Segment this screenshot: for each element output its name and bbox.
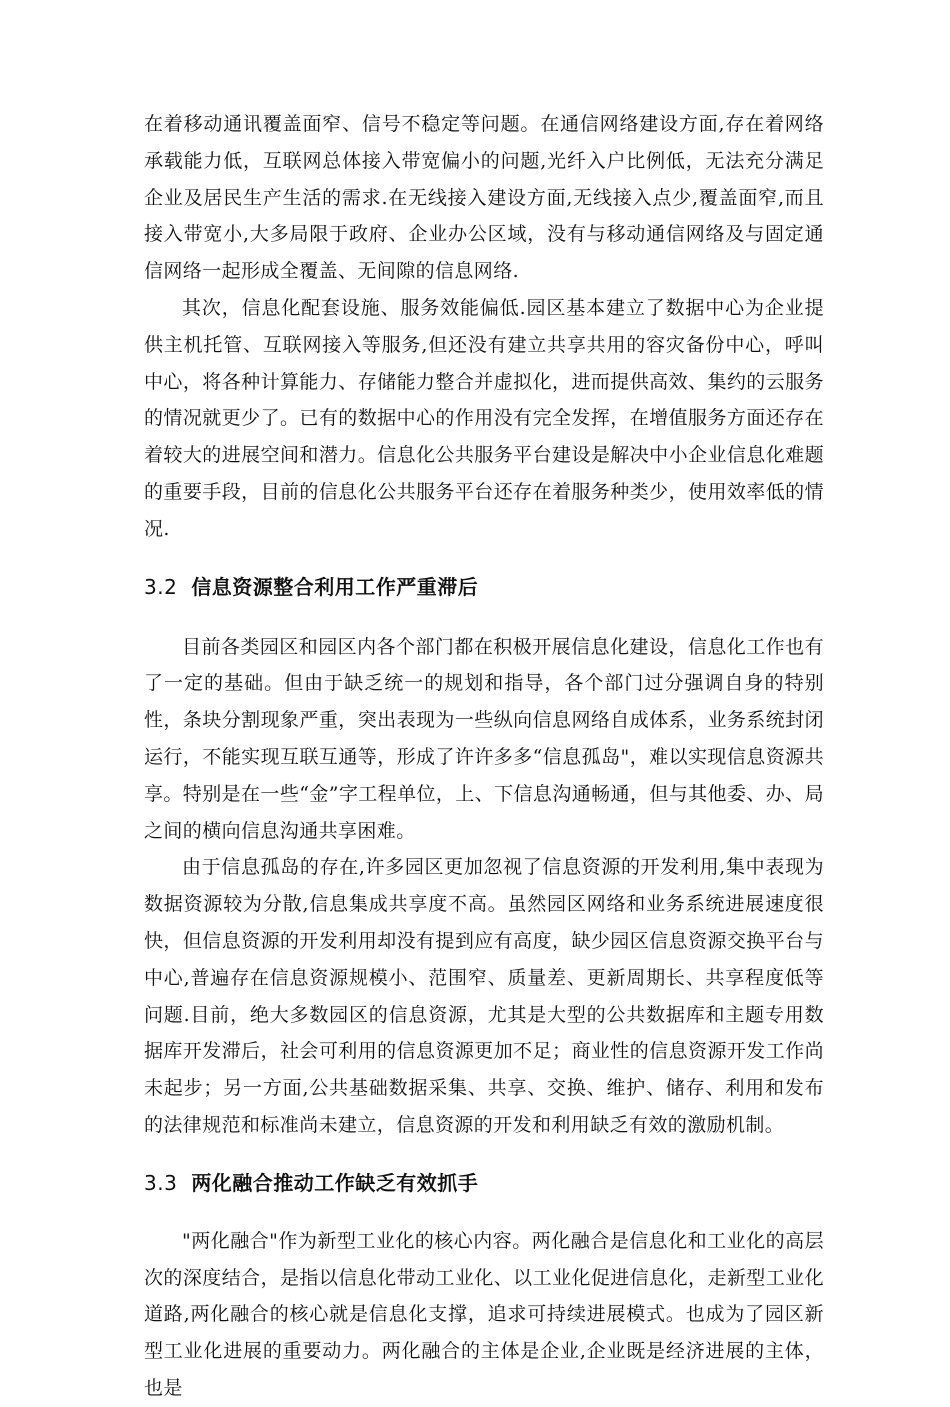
paragraph-information-islands: 目前各类园区和园区内各个部门都在积极开展信息化建设，信息化工作也有了一定的基础。但由于缺乏统一的规划和指导，各个部门过分强调自身的特别性，条块分割现象严重，突出表现为一些纵向信息网络自成体系，业务系统封闭运行，不能实现互联互通等，形成了许许多多“信息孤岛"，难以实现信息资源共享。特别是在一些“金”字工程单位，上、下信息沟通畅通，但与其他委、办、局之间的横向信息沟通共享困难。 [144, 635, 824, 842]
paragraph-infrastructure-services: 其次，信息化配套设施、服务效能偏低.园区基本建立了数据中心为企业提供主机托管、互联网接入等服务,但还没有建立共享共用的容灾备份中心，呼叫中心，将各种计算能力、存储能力整合并虚拟化，进而提供高效、集约的云服务的情况就更少了。已有的数据中心的作用没有完全发挥，在增值服务方面还存在着较大的进展空间和潜力。信息化公共服务平台建设是解决中小企业信息化难题的重要手段，目前的信息化公共服务平台还存在着服务种类少，使用效率低的情况. [144, 296, 824, 540]
section-title: 信息资源整合利用工作严重滞后 [191, 574, 479, 599]
paragraph-two-integration: "两化融合"作为新型工业化的核心内容。两化融合是信息化和工业化的高层次的深度结合，是指以信息化带动工业化、以工业化促进信息化，走新型工业化道路,两化融合的核心就是信息化支撑，追求可持续进展模式。也成为了园区新型工业化进展的重要动力。两化融合的主体是企业,企业既是经济进展的主体，也是 [144, 1229, 824, 1399]
section-title: 两化融合推动工作缺乏有效抓手 [191, 1170, 479, 1195]
section-heading-3-3 [144, 1165, 824, 1201]
paragraph-network-coverage: 在着移动通讯覆盖面窄、信号不稳定等问题。在通信网络建设方面,存在着网络承载能力低，互联网总体接入带宽偏小的问题,光纤入户比例低，无法充分满足企业及居民生产生活的需求.在无线接入建设方面,无线接入点少,覆盖面窄,而且接入带宽小,大多局限于政府、企业办公区域，没有与移动通信网络及与固定通信网络一起形成全覆盖、无间隙的信息网络. [144, 113, 824, 283]
section-number: 3.2 [144, 574, 178, 599]
paragraph-resource-utilization: 由于信息孤岛的存在,许多园区更加忽视了信息资源的开发利用,集中表现为数据资源较为分散,信息集成共享度不高。虽然园区网络和业务系统进展速度很快，但信息资源的开发利用却没有提到应有高度，缺少园区信息资源交换平台与中心,普遍存在信息资源规模小、范围窄、质量差、更新周期长、共享程度低等问题.目前，绝大多数园区的信息资源，尤其是大型的公共数据库和主题专用数据库开发滞后，社会可利用的信息资源更加不足；商业性的信息资源开发工作尚未起步；另一方面,公共基础数据采集、共享、交换、维护、储存、利用和发布的法律规范和标准尚未建立，信息资源的开发和利用缺乏有效的激励机制。 [144, 856, 824, 1136]
section-number: 3.3 [144, 1170, 178, 1195]
section-heading-3-2 [144, 569, 824, 605]
document-page [144, 106, 824, 1407]
